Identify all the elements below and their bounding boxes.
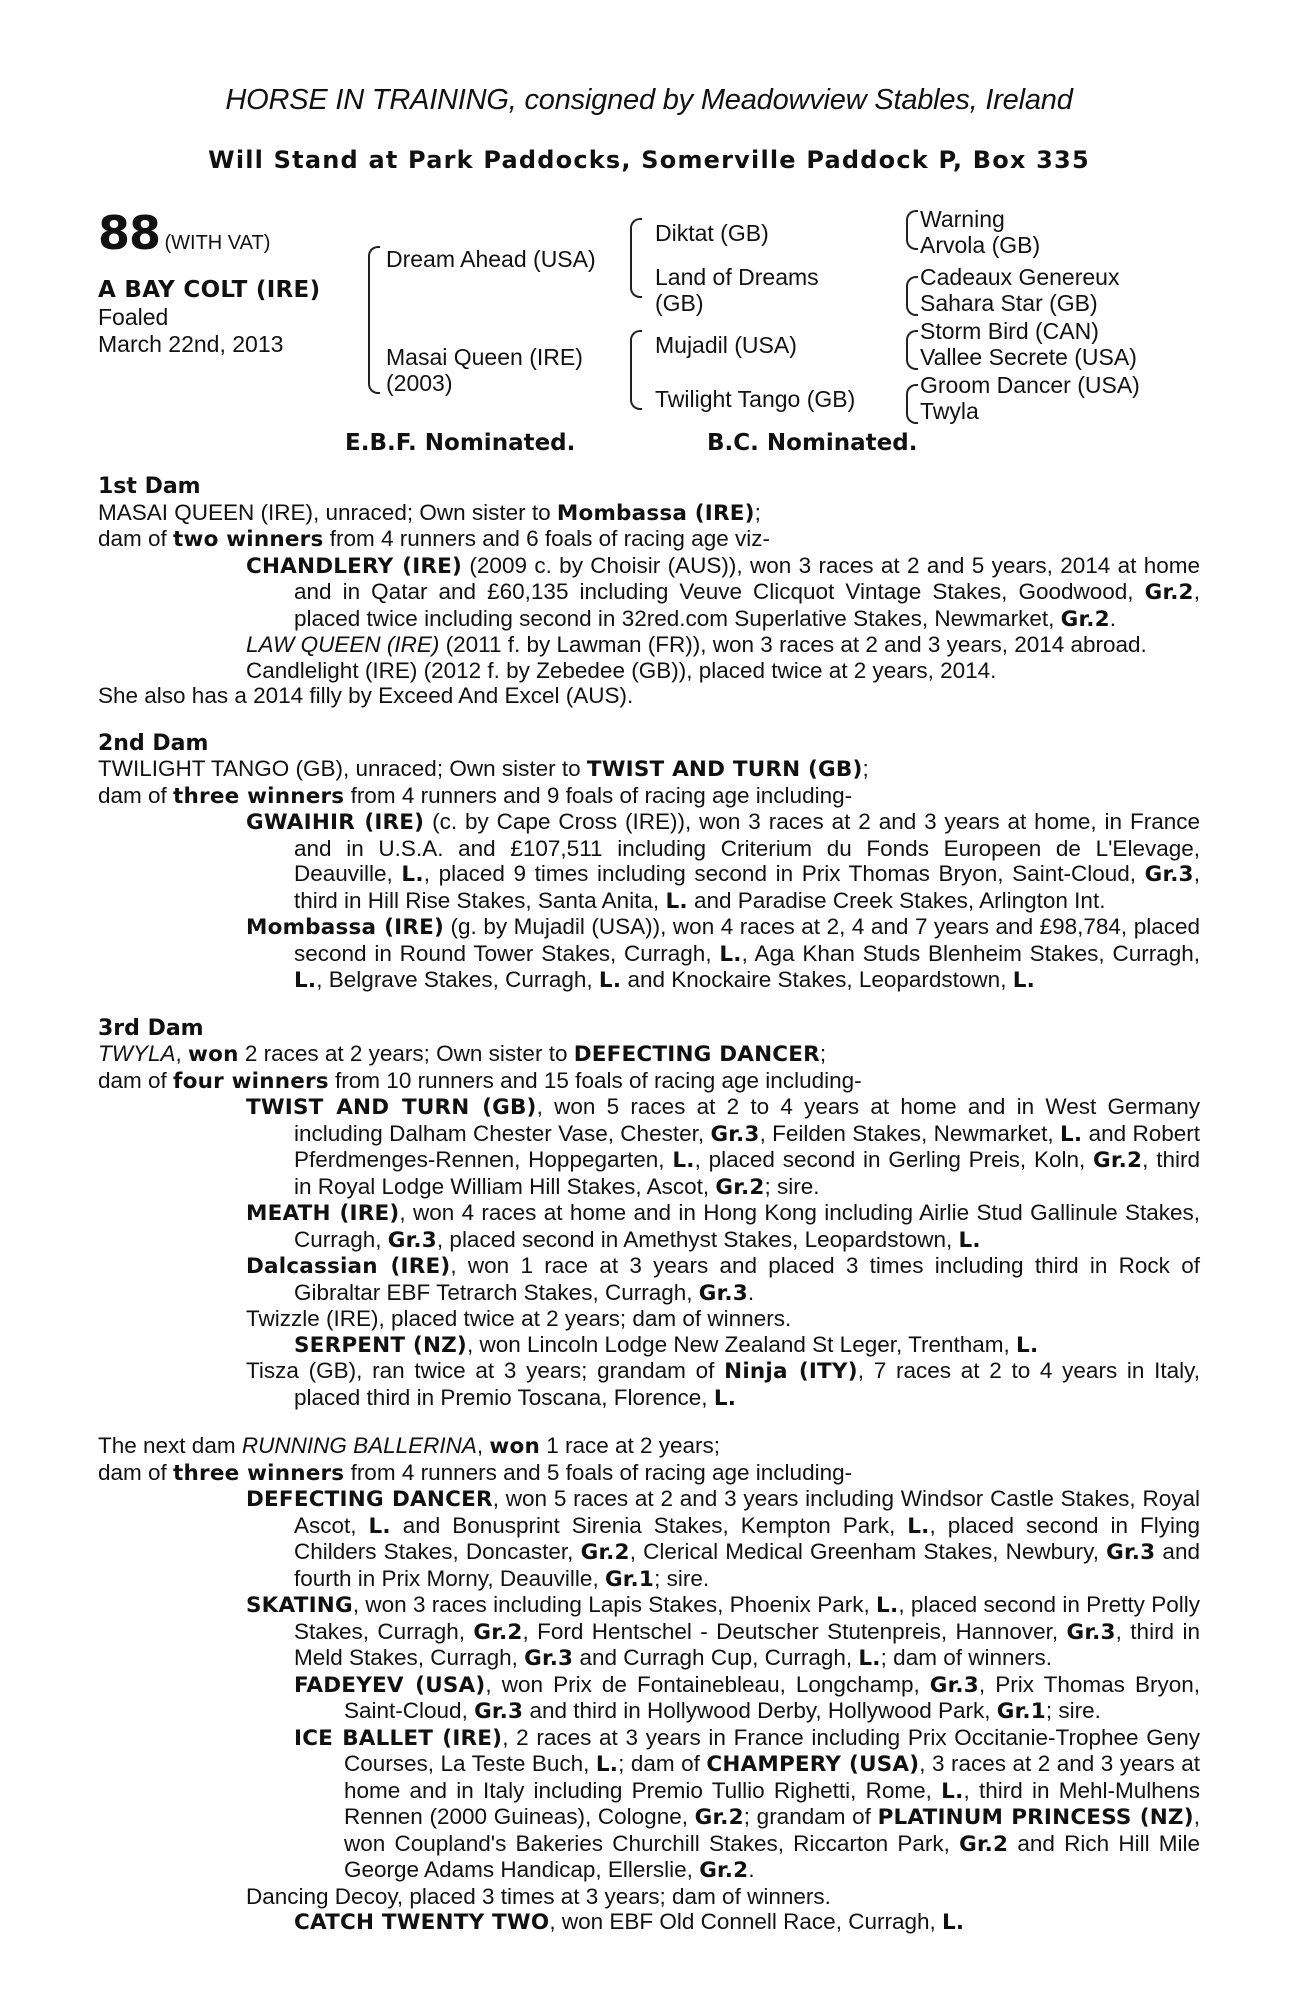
pedigree-sire: Dream Ahead (USA) [386,246,596,272]
pedigree-sire-dam-line1: Land of Dreams [655,264,819,290]
catalogue-body [98,474,1200,1936]
progeny-entry: DEFECTING DANCER, won 5 races at 2 and 3 years including Windsor Castle Stakes, Royal Ascot, L. and Bonusprint Sirenia Stakes, Kempton Park, L., placed second in Flying Childers Stakes, Doncaster, Gr.2, Clerical Medical Greenham Stakes, Newbury, Gr.3 and fourth in Prix Morny, Deauville, Gr.1; sire. [246,1486,1200,1592]
ebf-nominated: E.B.F. Nominated. [345,430,576,456]
progeny-entry: Tisza (GB), ran twice at 3 years; grandam of Ninja (ITY), 7 races at 2 to 4 years in Italy, placed third in Premio Toscana, Florence, L. [246,1358,1201,1411]
pedigree-dam-line1: Masai Queen (IRE) [386,344,583,370]
pedigree-g5: Storm Bird (CAN) [920,318,1099,344]
pedigree-dam-dam: Twilight Tango (GB) [655,386,856,412]
progeny-entry: Twizzle (IRE), placed twice at 2 years; dam of winners. [246,1306,792,1331]
pedigree-g7: Groom Dancer (USA) [920,372,1140,398]
progeny-entry: CHANDLERY (IRE) (2009 c. by Choisir (AUS)), won 3 races at 2 and 5 years, 2014 at home and in Qatar and £60,135 including Veuve Clicquot Vintage Stakes, Goodwood, Gr.2, placed twice including second in 32red.com Superlative Stakes, Newmarket, Gr.2. [246,552,1201,632]
progeny-entry: SKATING, won 3 races including Lapis Stakes, Phoenix Park, L., placed second in Pretty Polly Stakes, Curragh, Gr.2, Ford Hentschel - Deutscher Stutenpreis, Hannover, Gr.3, third in Meld Stakes, Curragh, Gr.3 and Curragh Cup, Curragh, L.; dam of winners. [246,1592,1200,1671]
pedigree-sire-sire: Diktat (GB) [655,220,769,246]
progeny-entry: Dancing Decoy, placed 3 times at 3 years; dam of winners. [246,1883,831,1909]
pedigree-brace-gen1 [368,246,380,394]
pedigree-brace-sire [630,218,642,298]
first-dam-line2: dam of two winners from 4 runners and 6 foals of racing age viz- [98,526,770,552]
progeny-entry: Dalcassian (IRE), won 1 race at 3 years and placed 3 times including third in Rock of Gibraltar EBF Tetrarch Stakes, Curragh, Gr.3. [246,1253,1200,1306]
progeny-entry: LAW QUEEN (IRE) (2011 f. by Lawman (FR)), won 3 races at 2 and 3 years, 2014 abroad. [246,632,1147,657]
first-dam-note: She also has a 2014 filly by Exceed And Excel (AUS). [98,683,634,708]
bc-nominated: B.C. Nominated. [707,430,918,456]
progeny-entry: Mombassa (IRE) (g. by Mujadil (USA)), won 4 races at 2, 4 and 7 years and £98,784, placed second in Round Tower Stakes, Curragh, L., Aga Khan Studs Blenheim Stakes, Curragh, L., Belgrave Stakes, Curragh, L. and Knockaire Stakes, Leopardstown, L. [246,914,1201,993]
second-dam-heading: 2nd Dam [98,730,209,756]
second-dam-line2: dam of three winners from 4 runners and 9 foals of racing age including- [98,782,853,809]
vat-note: (WITH VAT) [164,232,271,254]
progeny-entry: MEATH (IRE), won 4 races at home and in Hong Kong including Airlie Stud Gallinule Stakes, Curragh, Gr.3, placed second in Amethyst Stakes, Leopardstown, L. [246,1200,1200,1253]
pedigree-brace-g3 [906,330,918,370]
pedigree-brace-g2 [906,276,918,316]
progeny-entry: Candlelight (IRE) (2012 f. by Zebedee (GB)), placed twice at 2 years, 2014. [246,657,997,683]
next-dam-line2: dam of three winners from 4 runners and 5 foals of racing age including- [98,1459,853,1486]
third-dam-line2: dam of four winners from 10 runners and 15 foals of racing age including- [98,1067,862,1094]
foaled-label: Foaled [98,304,169,330]
stand-location: Will Stand at Park Paddocks, Somerville Paddock P, Box 335 [208,146,1090,174]
first-dam-line1: MASAI QUEEN (IRE), unraced; Own sister to Mombassa (IRE); [98,499,761,526]
next-dam-line1: The next dam RUNNING BALLERINA, won 1 race at 2 years; [98,1433,721,1459]
pedigree-dam-sire: Mujadil (USA) [655,332,797,358]
pedigree-g1: Warning [920,206,1005,232]
foaled-date: March 22nd, 2013 [98,331,284,357]
pedigree-brace-g4 [906,384,918,424]
lot-description: A BAY COLT (IRE) [98,277,321,303]
grand-progeny-entry: SERPENT (NZ), won Lincoln Lodge New Zealand St Leger, Trentham, L. [294,1331,1039,1358]
pedigree-g2: Arvola (GB) [920,232,1041,258]
third-dam-line1: TWYLA, won 2 races at 2 years; Own sister to DEFECTING DANCER; [98,1041,827,1067]
grand-progeny-entry: FADEYEV (USA), won Prix de Fontainebleau, Longchamp, Gr.3, Prix Thomas Bryon, Saint-Cloud, Gr.3 and third in Hollywood Derby, Hollywood Park, Gr.1; sire. [294,1671,1201,1724]
second-dam-line1: TWILIGHT TANGO (GB), unraced; Own sister to TWIST AND TURN (GB); [98,756,869,782]
pedigree-dam-line2: (2003) [386,370,453,396]
progeny-entry: GWAIHIR (IRE) (c. by Cape Cross (IRE)), won 3 races at 2 and 3 years at home, in France and in U.S.A. and £107,511 including Criterium du Fonds Europeen de L'Elevage, Deauville, L., placed 9 times including second in Prix Thomas Bryon, Saint-Cloud, Gr.3, third in Hill Rise Stakes, Santa Anita, L. and Paradise Creek Stakes, Arlington Int. [246,809,1200,914]
progeny-entry: TWIST AND TURN (GB), won 5 races at 2 to 4 years at home and in West Germany including Dalham Chester Vase, Chester, Gr.3, Feilden Stakes, Newmarket, L. and Robert Pferdmenges-Rennen, Hoppegarten, L., placed second in Gerling Preis, Koln, Gr.2, third in Royal Lodge William Hill Stakes, Ascot, Gr.2; sire. [246,1094,1200,1200]
pedigree-brace-dam [630,330,642,410]
grand-progeny-entry: CATCH TWENTY TWO, won EBF Old Connell Race, Curragh, L. [294,1909,965,1935]
first-dam-heading: 1st Dam [98,474,201,499]
pedigree-g3: Cadeaux Genereux [920,264,1120,290]
lot-number-block [98,206,270,260]
grand-progeny-entry: ICE BALLET (IRE), 2 races at 3 years in France including Prix Occitanie-Trophee Geny Courses, La Teste Buch, L.; dam of CHAMPERY (USA), 3 races at 2 and 3 years at home and in Italy including Premio Tullio Righetti, Rome, L., third in Mehl-Mulhens Rennen (2000 Guineas), Cologne, Gr.2; grandam of PLATINUM PRINCESS (NZ), won Coupland's Bakeries Churchill Stakes, Riccarton Park, Gr.2 and Rich Hill Mile George Adams Handicap, Ellerslie, Gr.2. [294,1724,1201,1883]
pedigree-brace-g1 [906,210,918,250]
lot-number: 88 [98,206,161,260]
pedigree-g4: Sahara Star (GB) [920,290,1098,316]
pedigree-g8: Twyla [920,398,979,424]
consignment-line: HORSE IN TRAINING, consigned by Meadowview Stables, Ireland [225,84,1073,116]
pedigree-g6: Vallee Secrete (USA) [920,344,1137,370]
third-dam-heading: 3rd Dam [98,1015,204,1041]
pedigree-sire-dam-line2: (GB) [655,290,704,316]
